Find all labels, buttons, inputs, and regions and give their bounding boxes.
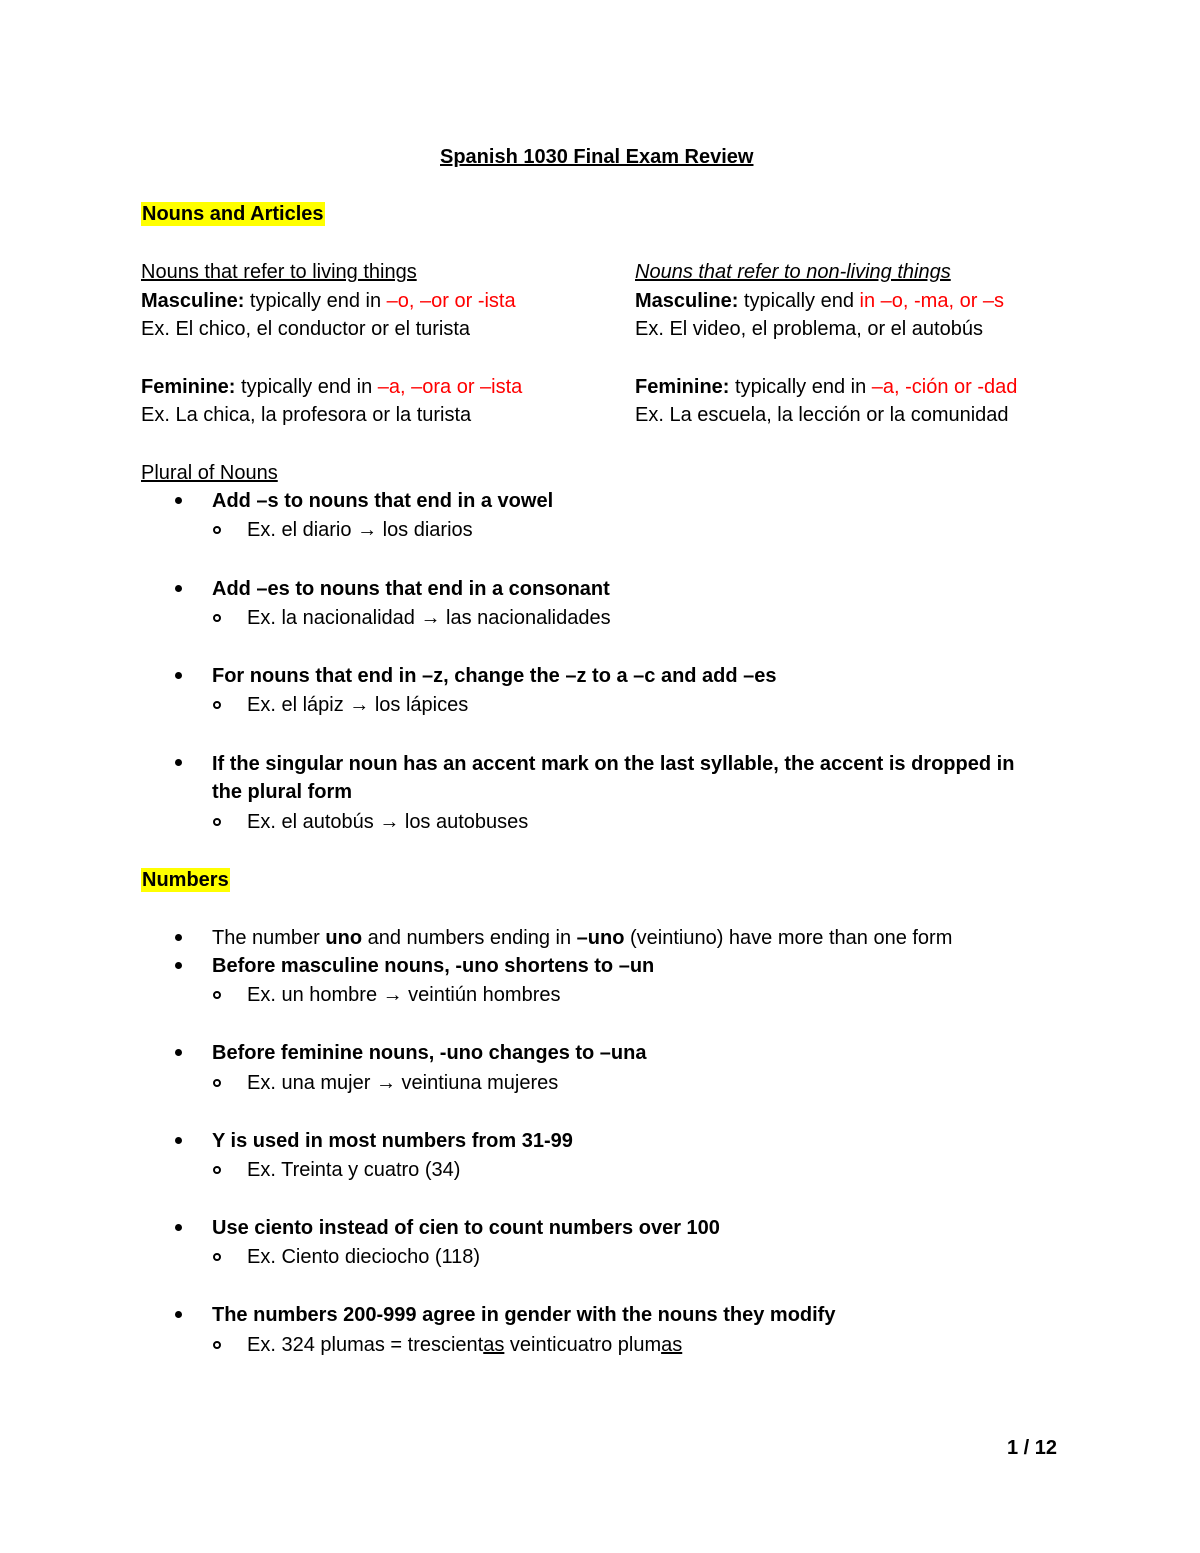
arrow-icon: → [357, 519, 378, 541]
masculine-label: Masculine: [635, 290, 739, 312]
plural-example [247, 606, 611, 630]
numbers-item: The numbers 200-999 agree in gender with the nouns they modify [212, 1304, 836, 1326]
example-text: Ex. el diario [247, 519, 358, 541]
living-masculine-line [141, 289, 516, 313]
masculine-text: typically end in [244, 290, 387, 312]
feminine-label: Feminine: [141, 376, 236, 398]
bullet-icon [175, 934, 182, 941]
item-bold-text: –uno [576, 927, 625, 949]
sub-bullet-icon [213, 701, 221, 709]
item-text: The number [212, 927, 326, 949]
example-underlined-text: as [661, 1334, 683, 1356]
plural-rule-line1: If the singular noun has an accent mark on the last syllable, the accent is dropped in [212, 753, 1015, 775]
numbers-item: Before feminine nouns, -uno changes to –una [212, 1042, 647, 1064]
example-text: los lápices [369, 694, 469, 716]
sub-bullet-icon [213, 526, 221, 534]
plural-rule: For nouns that end in –z, change the –z to a –c and add –es [212, 665, 777, 687]
bullet-icon [175, 585, 182, 592]
numbers-item [212, 926, 952, 950]
item-text: (veintiuno) have more than one form [624, 927, 953, 949]
masculine-endings: –o, –or or -ista [386, 290, 516, 312]
bullet-icon [175, 1137, 182, 1144]
arrow-icon: → [349, 694, 370, 716]
example-text: Ex. el autobús [247, 811, 380, 833]
sub-bullet-icon [213, 1079, 221, 1087]
item-bold-text: uno [325, 927, 363, 949]
living-heading: Nouns that refer to living things [141, 261, 417, 283]
plural-example [247, 518, 473, 542]
bullet-icon [175, 759, 182, 766]
item-text: and numbers ending in [362, 927, 577, 949]
sub-bullet-icon [213, 818, 221, 826]
nonliving-feminine-example: Ex. La escuela, la lección or la comunidad [635, 404, 1009, 426]
plural-example [247, 810, 528, 834]
plural-rule: Add –s to nouns that end in a vowel [212, 490, 554, 512]
example-text: Ex. una mujer [247, 1072, 376, 1094]
feminine-endings: –a, –ora or –ista [377, 376, 523, 398]
nonliving-feminine-line [635, 375, 1017, 399]
example-text: Ex. 324 plumas = trescient [247, 1334, 484, 1356]
numbers-example [247, 983, 561, 1007]
arrow-icon: → [382, 984, 403, 1006]
sub-bullet-icon [213, 614, 221, 622]
example-underlined-text: as [483, 1334, 505, 1356]
example-text: Ex. la nacionalidad [247, 607, 421, 629]
sub-bullet-icon [213, 1166, 221, 1174]
example-text: Ex. un hombre [247, 984, 383, 1006]
numbers-example: Ex. Treinta y cuatro (34) [247, 1159, 461, 1181]
arrow-icon: → [375, 1072, 396, 1094]
page-title: Spanish 1030 Final Exam Review [440, 146, 754, 168]
sub-bullet-icon [213, 1253, 221, 1261]
numbers-item: Use ciento instead of cien to count numbers over 100 [212, 1217, 720, 1239]
bullet-icon [175, 1224, 182, 1231]
plural-rule: Add –es to nouns that end in a consonant [212, 578, 610, 600]
plural-heading: Plural of Nouns [141, 462, 278, 484]
arrow-icon: → [420, 607, 441, 629]
example-text: los autobuses [399, 811, 529, 833]
example-text: veintiún hombres [402, 984, 561, 1006]
section-heading-numbers: Numbers [142, 869, 229, 891]
section-heading-nouns: Nouns and Articles [142, 203, 324, 225]
numbers-example: Ex. Ciento dieciocho (118) [247, 1246, 481, 1268]
bullet-icon [175, 1311, 182, 1318]
bullet-icon [175, 962, 182, 969]
bullet-icon [175, 672, 182, 679]
sub-bullet-icon [213, 1341, 221, 1349]
example-text: veintiuna mujeres [395, 1072, 559, 1094]
living-masculine-example: Ex. El chico, el conductor or el turista [141, 318, 471, 340]
example-text: veinticuatro plum [504, 1334, 662, 1356]
feminine-endings: –a, -ción or -dad [871, 376, 1018, 398]
example-text: Ex. el lápiz [247, 694, 350, 716]
living-feminine-example: Ex. La chica, la profesora or la turista [141, 404, 472, 426]
bullet-icon [175, 1049, 182, 1056]
nonliving-masculine-example: Ex. El video, el problema, or el autobús [635, 318, 983, 340]
feminine-text: typically end in [235, 376, 378, 398]
feminine-text: typically end in [729, 376, 872, 398]
sub-bullet-icon [213, 991, 221, 999]
masculine-label: Masculine: [141, 290, 245, 312]
masculine-endings: in –o, -ma, or –s [859, 290, 1005, 312]
numbers-example [247, 1071, 558, 1095]
nonliving-masculine-line [635, 289, 1004, 313]
bullet-icon [175, 497, 182, 504]
example-text: los diarios [377, 519, 473, 541]
page-number: 1 / 12 [1007, 1437, 1058, 1459]
plural-example [247, 693, 468, 717]
masculine-text: typically end [738, 290, 860, 312]
numbers-item: Before masculine nouns, -uno shortens to –un [212, 955, 655, 977]
feminine-label: Feminine: [635, 376, 730, 398]
arrow-icon: → [379, 811, 400, 833]
numbers-item: Y is used in most numbers from 31-99 [212, 1130, 573, 1152]
nonliving-heading: Nouns that refer to non-living things [635, 261, 951, 283]
plural-rule-line2: the plural form [212, 781, 353, 803]
example-text: las nacionalidades [440, 607, 611, 629]
living-feminine-line [141, 375, 522, 399]
numbers-example [247, 1333, 682, 1357]
